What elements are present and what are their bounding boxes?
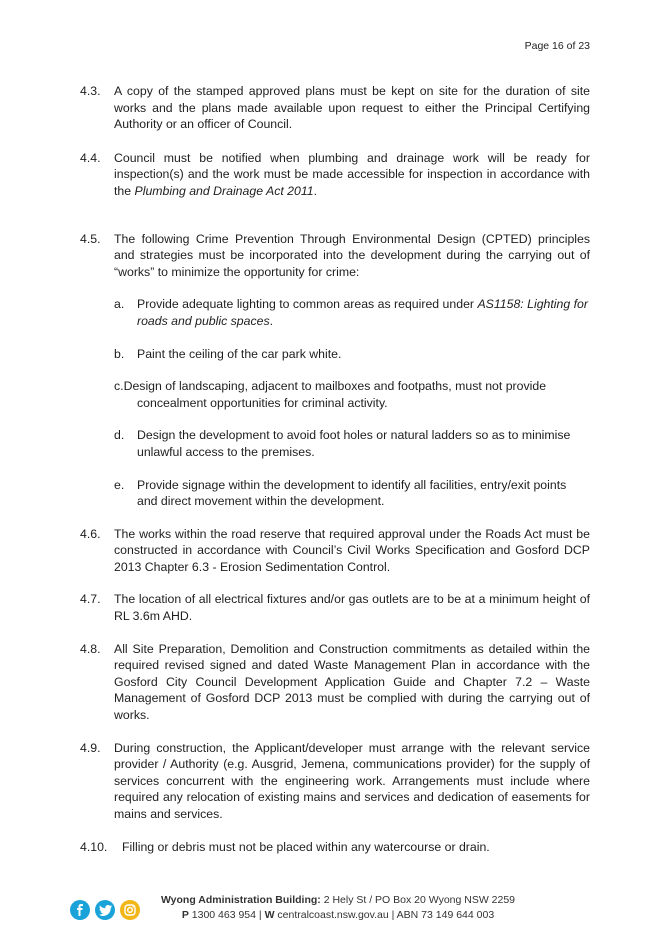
subitem-letter: e. (114, 477, 125, 492)
condition-number: 4.6. (80, 526, 101, 541)
subitem-text-tail: . (269, 313, 274, 328)
footer-contact (158, 893, 518, 923)
condition-number: 4.4. (80, 150, 101, 165)
condition-text: Council must be notified when plumbing and drainage work will be ready for inspection(s) and the work must be made accessible for inspection in accordance with the (114, 150, 590, 198)
condition-text: All Site Preparation, Demolition and Construction commitments as detailed within the required revised signed and dated Waste Management Plan in accordance with the Gosford City Council Development Application Guide and Chapter 7.2 – Waste Management of Gosford DCP 2013 must be complied with during the carrying out of works. (114, 641, 590, 723)
subitem-letter: a. (114, 297, 125, 312)
conditions-list (80, 83, 590, 855)
subitem-e (80, 477, 590, 510)
condition-text-tail: . (313, 183, 318, 198)
condition-4-6 (80, 526, 590, 576)
address: 2 Hely St / PO Box 20 Wyong NSW 2259 (320, 894, 516, 906)
condition-4-4 (80, 150, 590, 200)
subitem-b (80, 346, 590, 363)
subitem-letter: d. (114, 428, 125, 443)
condition-4-5 (80, 231, 590, 281)
subitem-text: Paint the ceiling of the car park white. (137, 346, 342, 361)
condition-number: 4.8. (80, 641, 101, 656)
condition-text: During construction, the Applicant/developer must arrange with the relevant service provider / Authority (e.g. Ausgrid, Jemena, communications provider) for the supply of services concurrent with the engineering work. Arrangements must include where required any relocation of existing mains and services and dedication of easements for mains and services. (114, 740, 590, 821)
subitem-c (80, 378, 590, 411)
phone: 1300 463 954 | (188, 909, 265, 921)
subitem-text: Provide adequate lighting to common areas as required under (137, 297, 478, 312)
page-footer (70, 893, 610, 927)
page-number: Page 16 of 23 (524, 40, 590, 52)
standard-name: AS1158: Lighting for roads and public spaces (137, 297, 588, 328)
condition-4-9 (80, 740, 590, 823)
subitem-text: Design of landscaping, adjacent to mailboxes and footpaths, must not provide concealment opportunities for criminal activity. (123, 379, 547, 410)
condition-number: 4.9. (80, 740, 101, 755)
condition-number: 4.3. (80, 84, 101, 98)
subitem-letter: b. (114, 346, 125, 361)
condition-text: A copy of the stamped approved plans must be kept on site for the duration of site works and the plans made available upon request to either the Principal Certifying Authority or an officer of Council. (114, 84, 590, 132)
instagram-icon[interactable] (120, 900, 140, 920)
social-icons (70, 900, 140, 920)
twitter-icon[interactable] (95, 900, 115, 920)
condition-text: The works within the road reserve that required approval under the Roads Act must be constructed in accordance with Council’s Civil Works Specification and Gosford DCP 2013 Chapter 6.3 - Erosion Sedimentation Control. (114, 526, 590, 574)
condition-text: Filling or debris must not be placed within any watercourse or drain. (122, 839, 490, 854)
subitem-letter: c. (114, 379, 124, 394)
website[interactable]: centralcoast.nsw.gov.au | ABN 73 149 644 003 (274, 909, 495, 921)
condition-number: 4.7. (80, 592, 101, 607)
building-label: Wyong Administration Building: (160, 894, 321, 906)
footer-contact-line (158, 908, 518, 923)
condition-4-7 (80, 591, 590, 624)
subitem-text: Design the development to avoid foot holes or natural ladders so as to minimise unlawful access to the premises. (137, 428, 571, 459)
subitem-text: Provide signage within the development to identify all facilities, entry/exit points and direct movement within the development. (137, 477, 567, 509)
footer-address-line (158, 893, 518, 908)
condition-text: The following Crime Prevention Through Environmental Design (CPTED) principles and strategies must be incorporated into the development during the carrying out of “works” to minimize the opportunity for crime: (114, 231, 590, 279)
condition-4-10 (80, 839, 590, 856)
act-name: Plumbing and Drainage Act 2011 (134, 183, 314, 198)
condition-number: 4.5. (80, 231, 101, 246)
facebook-icon[interactable] (70, 900, 90, 920)
phone-label: P (181, 909, 189, 921)
subitem-d (80, 427, 590, 460)
web-label: W (264, 909, 275, 921)
condition-4-3 (80, 83, 590, 133)
condition-number: 4.10. (80, 839, 108, 854)
condition-4-8 (80, 641, 590, 724)
subitem-a (80, 296, 590, 329)
condition-text: The location of all electrical fixtures and/or gas outlets are to be at a minimum height of RL 3.6m AHD. (114, 592, 590, 624)
